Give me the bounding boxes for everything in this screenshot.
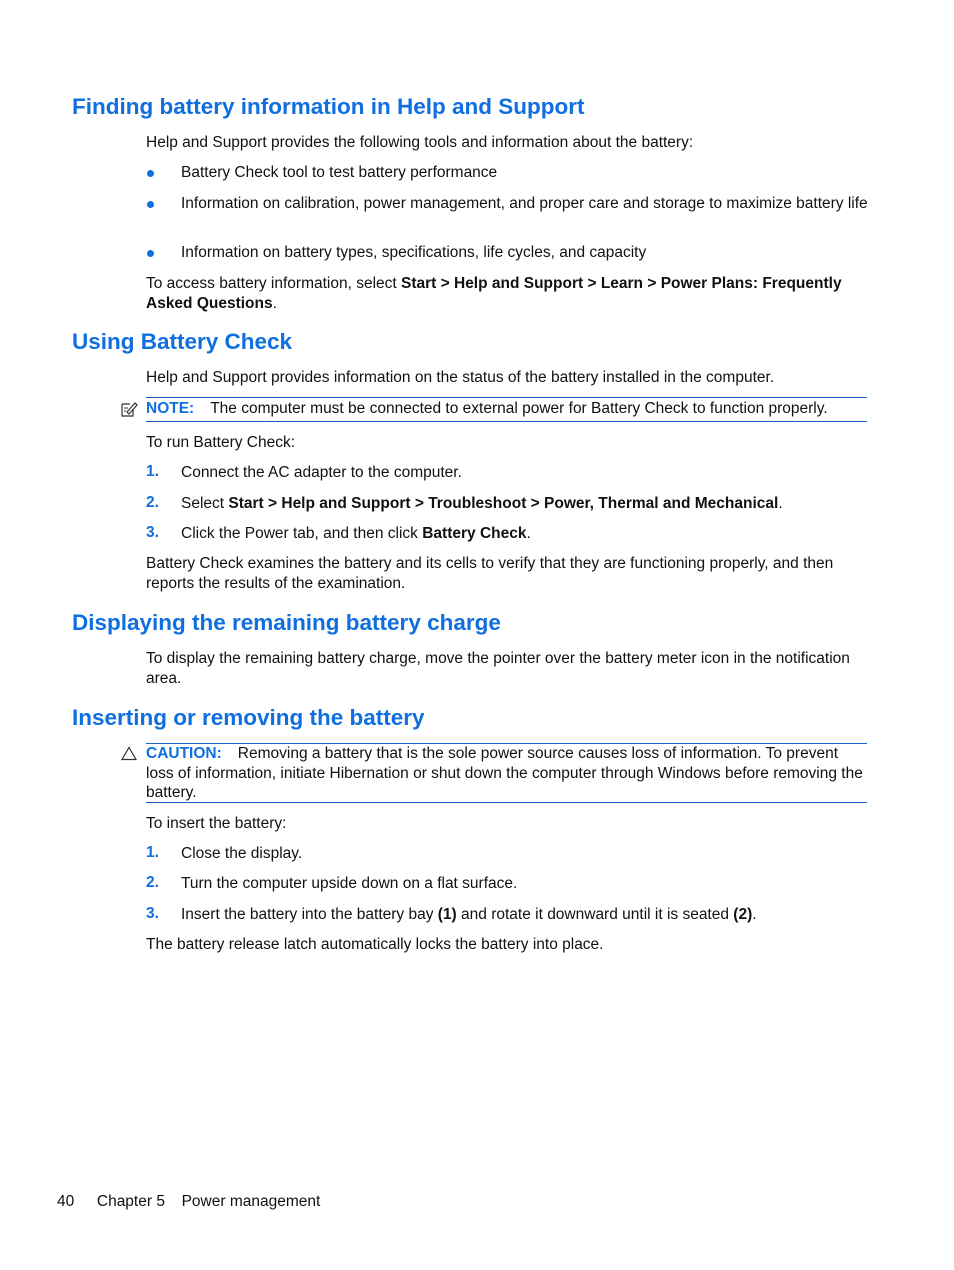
bullet-icon <box>147 201 154 208</box>
heading-finding-battery-info: Finding battery information in Help and Support <box>72 94 585 119</box>
list-item: Turn the computer upside down on a flat surface. <box>181 875 518 892</box>
list-item <box>181 905 868 925</box>
list-item: Information on calibration, power management, and proper care and storage to maximize battery life <box>181 195 868 212</box>
list-item: Connect the AC adapter to the computer. <box>181 464 462 481</box>
list-item: Close the display. <box>181 845 303 862</box>
caution-text <box>146 744 868 803</box>
step-number: 2. <box>146 494 159 511</box>
heading-using-battery-check: Using Battery Check <box>72 329 293 354</box>
access-suffix: . <box>272 294 277 312</box>
step-suffix: . <box>778 495 783 512</box>
step-prefix: Insert the battery into the battery bay <box>181 906 438 923</box>
list-item: Information on battery types, specifications, life cycles, and capacity <box>181 244 647 261</box>
note-bottom-rule <box>146 421 867 422</box>
section2-intro: Help and Support provides information on the status of the battery installed in the computer. <box>146 369 775 386</box>
step-suffix: . <box>526 525 531 542</box>
note-label: NOTE: <box>146 400 195 417</box>
section3-body: To display the remaining battery charge, move the pointer over the battery meter icon in the notification area. <box>146 650 850 687</box>
insert-intro: To insert the battery: <box>146 815 287 832</box>
warning-triangle-icon <box>121 746 137 761</box>
chapter-label: Chapter 5 <box>96 1193 165 1210</box>
list-item: Battery Check tool to test battery performance <box>181 164 498 181</box>
step-middle: and rotate it downward until it is seated <box>456 906 734 923</box>
step-number: 2. <box>146 874 159 891</box>
step-number: 1. <box>146 463 159 480</box>
callout-2: (2) <box>733 906 753 923</box>
section1-intro: Help and Support provides the following tools and information about the battery: <box>146 134 694 151</box>
list-item <box>181 494 868 514</box>
section2-closing: Battery Check examines the battery and its cells to verify that they are functioning properly, and then reports the results of the examination. <box>146 555 834 592</box>
caution-bottom-rule <box>146 802 867 803</box>
note-top-rule <box>146 397 867 398</box>
step-prefix: Click the Power tab, and then click <box>181 525 423 542</box>
list-item <box>181 524 868 544</box>
bullet-icon <box>147 170 154 177</box>
note-body: The computer must be connected to external power for Battery Check to function properly. <box>210 400 828 417</box>
step-number: 3. <box>146 524 159 541</box>
caution-label: CAUTION: <box>146 745 222 762</box>
bullet-icon <box>147 250 154 257</box>
run-intro: To run Battery Check: <box>146 434 296 451</box>
note-text <box>146 399 868 419</box>
caution-body: Removing a battery that is the sole power source causes loss of information. To prevent loss of information, initiate Hibernation or shut down the computer through Windows before removing the battery. <box>146 745 863 801</box>
page-number: 40 <box>57 1193 75 1210</box>
step-number: 3. <box>146 905 159 922</box>
step-bold: Battery Check <box>422 525 527 542</box>
heading-inserting-removing: Inserting or removing the battery <box>72 705 425 730</box>
note-pencil-icon <box>120 400 138 418</box>
access-instructions <box>146 274 868 313</box>
chapter-title: Power management <box>181 1193 321 1210</box>
step-path: Start > Help and Support > Troubleshoot > Power, Thermal and Mechanical <box>228 495 779 512</box>
step-number: 1. <box>146 844 159 861</box>
step-suffix: . <box>752 906 757 923</box>
callout-1: (1) <box>437 906 457 923</box>
access-prefix: To access battery information, select <box>146 275 402 292</box>
step-prefix: Select <box>181 495 229 512</box>
section4-closing: The battery release latch automatically locks the battery into place. <box>146 936 604 953</box>
heading-displaying-charge: Displaying the remaining battery charge <box>72 610 501 635</box>
page-footer <box>57 1193 320 1211</box>
access-path: Start > Help and Support > Learn > Power Plans: Frequently Asked Questions <box>146 275 842 312</box>
